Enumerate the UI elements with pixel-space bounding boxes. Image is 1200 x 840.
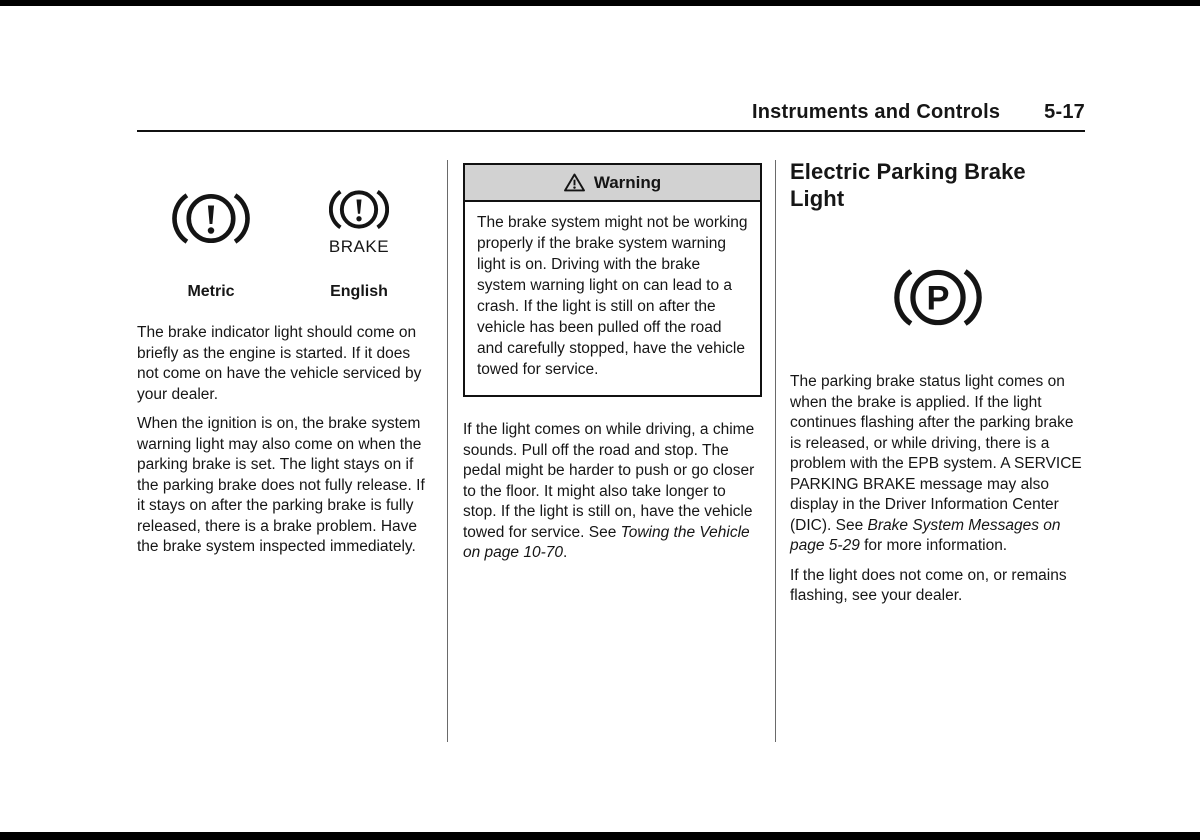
brake-lamp-icons-row	[137, 160, 433, 283]
parking-icon-wrap	[790, 262, 1086, 333]
left-paragraph-2: When the ignition is on, the brake system warning light may also come on when the parking brake is set. The light stays on if the parking brake does not fully release. If it stays on after the parking brake is fully released, there is a brake problem. Have the brake system inspected immediately.	[137, 415, 425, 555]
electric-parking-brake-lamp-icon	[894, 262, 982, 333]
middle-paragraph-1	[463, 420, 762, 564]
right-paragraph-1	[790, 372, 1086, 557]
brake-warning-lamp-metric-icon	[172, 187, 250, 250]
scan-edge-bottom	[0, 832, 1200, 840]
header-rule	[137, 130, 1085, 132]
metric-icon-cell	[137, 160, 285, 283]
right-paragraph-2: If the light does not come on, or remains flashing, see your dealer.	[790, 566, 1067, 604]
left-column	[137, 160, 433, 558]
warning-title: Warning	[593, 172, 662, 192]
scan-edge-top	[0, 0, 1200, 6]
english-label: English	[330, 283, 388, 300]
left-paragraph-1: The brake indicator light should come on briefly as the engine is started. If it does not come on have the vehicle serviced by your dealer.	[137, 324, 422, 403]
cross-reference-towing: Towing the Vehicle on page 10-70	[463, 523, 750, 561]
chapter-title: Instruments and Controls	[752, 101, 1001, 123]
svg-text:P: P	[926, 279, 950, 318]
warning-triangle-icon	[564, 173, 585, 192]
page-number: 5-17	[1044, 101, 1085, 123]
english-icon-cell	[285, 160, 433, 283]
brake-warning-lamp-english-icon	[329, 185, 389, 234]
right-paragraph-end: for more information.	[859, 537, 1008, 554]
warning-body: The brake system might not be working properly if the brake system warning light is on. Driving with the brake system warning light on can lead to a crash. If the light is still on after the vehicle has been pulled off the road and carefully stopped, have the vehicle towed for service.	[477, 214, 748, 378]
icon-labels-row	[137, 283, 433, 301]
cross-reference-brake-messages: Brake System Messages on page 5-29	[790, 516, 1061, 554]
section-heading: Electric Parking Brake Light	[790, 159, 1026, 211]
middle-paragraph-period: .	[562, 544, 568, 561]
right-column	[790, 158, 1086, 607]
warning-callout-box	[463, 163, 762, 397]
right-paragraph-text: The parking brake status light comes on when the brake is applied. If the light continues flashing after the parking brake is released, or while driving, there is a problem with the EPB system. A SERVICE PARKING BRAKE message may also display in the Driver Information Center (DIC). See	[790, 373, 1082, 534]
metric-label: Metric	[187, 283, 235, 300]
warning-header	[465, 165, 760, 202]
middle-paragraph-text: If the light comes on while driving, a chime sounds. Pull off the road and stop. The pedal might be harder to push or go closer to the floor. It might also take longer to stop. If the light is still on, have the vehicle towed for service. See	[463, 421, 755, 541]
column-divider-left	[447, 160, 448, 742]
middle-column	[463, 163, 762, 564]
page-header	[752, 101, 1085, 124]
column-divider-right	[775, 160, 776, 742]
brake-caption: BRAKE	[328, 237, 390, 256]
